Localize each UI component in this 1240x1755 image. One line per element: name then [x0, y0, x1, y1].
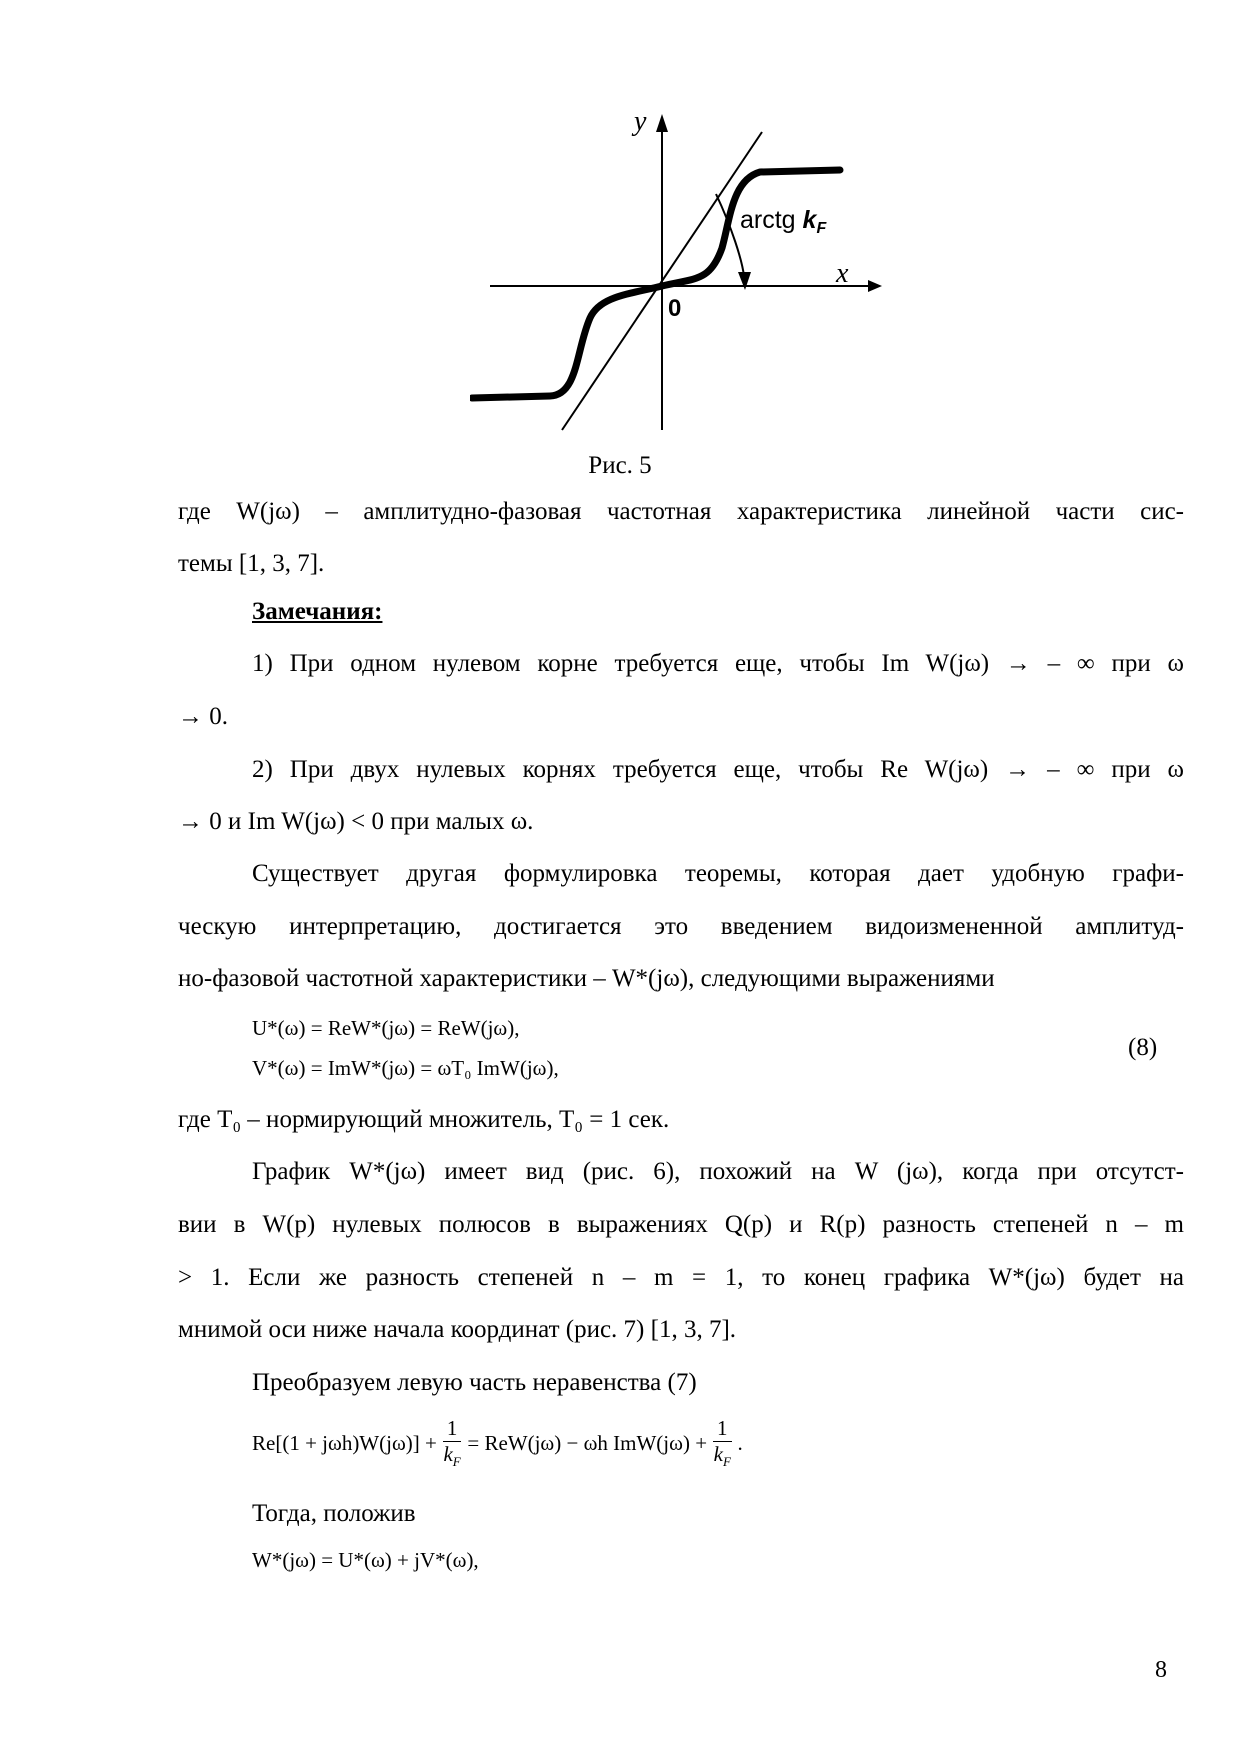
paragraph-2-line-1: Существует другая формулировка теоремы, которая дает удобную графи-: [252, 860, 1184, 887]
fraction-1-numerator: 1: [443, 1416, 462, 1442]
equation-re-lhs: Re[(1 + jωh)W(jω)] +: [252, 1430, 437, 1455]
y-axis-label: y: [634, 110, 647, 137]
x-axis-arrow: [868, 280, 882, 292]
equation-re-middle: = ReW(jω) − ωh ImW(jω) +: [467, 1430, 708, 1455]
figure-5: [470, 110, 890, 440]
x-axis-label: x: [836, 258, 849, 289]
angle-label: arctg $k_F$: [740, 206, 827, 237]
equation-8-row-2: V*(ω) = ImW*(jω) = ωT₀ ImW(jω),: [252, 1056, 559, 1080]
remark-1-line-2: → 0.: [178, 703, 228, 730]
remark-2-line-1: 2) При двух нулевых корнях требуется еще, чтобы Re W(jω) → – ∞ при ω: [252, 756, 1184, 783]
paragraph-4-line-1: График W*(jω) имеет вид (рис. 6), похожий на W (jω), когда при отсутст-: [252, 1158, 1184, 1185]
paragraph-1-line-2: темы [1, 3, 7].: [178, 550, 325, 577]
equation-re-fraction-1: [443, 1416, 462, 1470]
paragraph-1-line-1: где W(jω) – амплитудно-фазовая частотная характеристика линейной части сис-: [178, 498, 1184, 525]
angle-arrow: [738, 272, 751, 290]
paragraph-2-line-2: ческую интерпретацию, достигается это введением видоизмененной амплитуд-: [178, 913, 1184, 940]
equation-re: [252, 1408, 743, 1478]
fraction-1-denominator: $k_F$: [443, 1441, 461, 1470]
paragraph-4-line-2: вии в W(p) нулевых полюсов в выражениях Q(p) и R(p) разность степеней n – m: [178, 1211, 1184, 1238]
fraction-2-denominator: $k_F$: [713, 1441, 731, 1470]
fraction-2-numerator: 1: [713, 1416, 732, 1442]
figure-5-plot: [470, 110, 890, 440]
paragraph-2-line-3: но-фазовой частотной характеристики – W*(jω), следующими выражениями: [178, 965, 995, 992]
equation-re-end: .: [737, 1430, 743, 1455]
y-axis-arrow: [656, 114, 668, 132]
paragraph-5: Преобразуем левую часть неравенства (7): [252, 1369, 697, 1396]
remark-2-line-2: → 0 и Im W(jω) < 0 при малых ω.: [178, 808, 534, 835]
equation-8-number: (8): [1128, 1034, 1158, 1061]
figure-caption: Рис. 5: [588, 452, 652, 479]
paragraph-4-line-3: > 1. Если же разность степеней n – m = 1, то конец графика W*(jω) будет на: [178, 1264, 1184, 1291]
characteristic-curve: [472, 170, 840, 398]
paragraph-3: где T₀ – нормирующий множитель, T₀ = 1 сек.: [178, 1106, 670, 1133]
equation-last: W*(jω) = U*(ω) + jV*(ω),: [252, 1548, 479, 1572]
paragraph-6: Тогда, положив: [252, 1500, 416, 1527]
page-number: 8: [1155, 1657, 1167, 1683]
remark-1-line-1: 1) При одном нулевом корне требуется еще, чтобы Im W(jω) → – ∞ при ω: [252, 650, 1184, 677]
paragraph-4-line-4: мнимой оси ниже начала координат (рис. 7) [1, 3, 7].: [178, 1316, 737, 1343]
equation-8-row-1: U*(ω) = ReW*(jω) = ReW(jω),: [252, 1016, 520, 1040]
origin-label: 0: [668, 295, 682, 322]
remarks-heading: Замечания:: [252, 598, 383, 625]
equation-re-fraction-2: [713, 1416, 732, 1470]
